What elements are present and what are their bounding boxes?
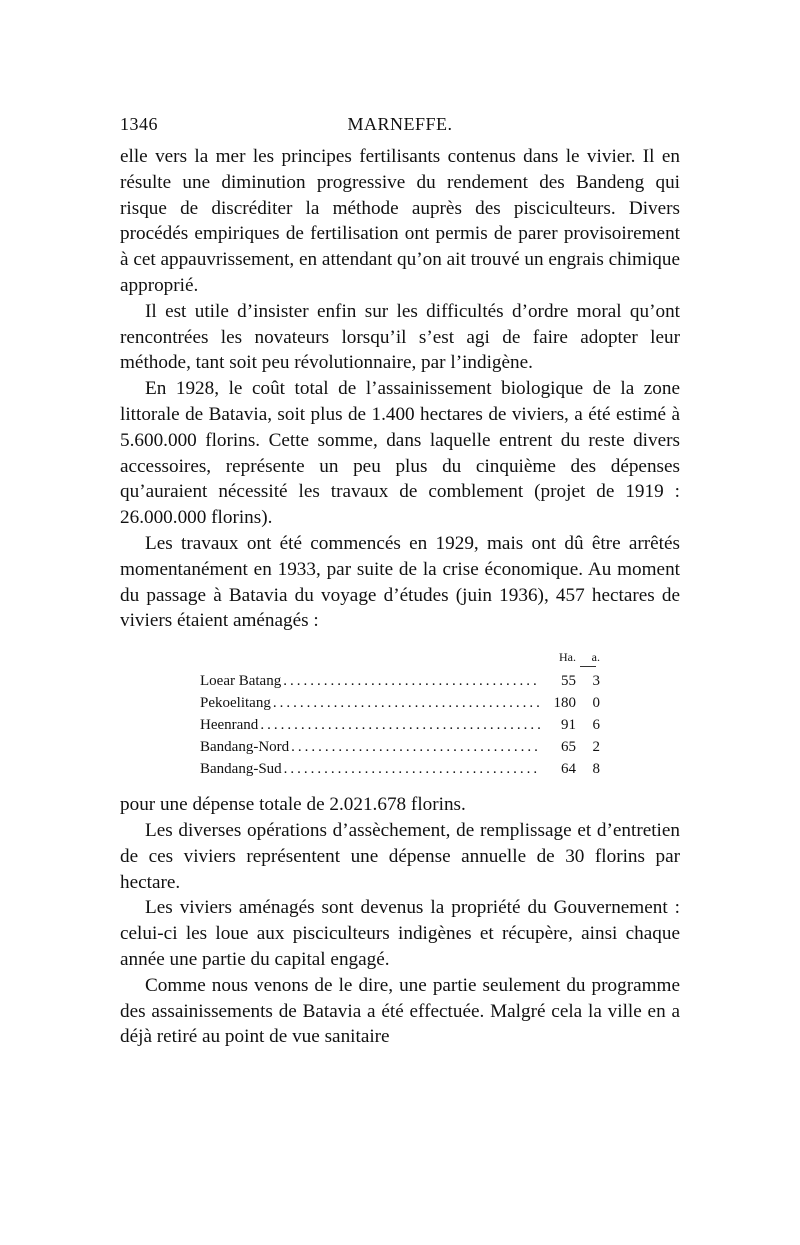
running-header [120, 114, 680, 144]
paragraph: Comme nous venons de le dire, une partie seulement du programme des assainissements de Batavia a été effectuée. Malgré cela la ville en a déjà retiré au point de vue sanitaire [120, 974, 680, 1048]
leader-dots [284, 758, 540, 780]
row-ha: 64 [561, 761, 576, 778]
row-ha: 91 [561, 717, 576, 734]
row-name: Heenrand [200, 717, 259, 734]
leader-dots [260, 714, 540, 736]
row-ha: 180 [553, 695, 576, 712]
page-number: 1346 [120, 114, 158, 134]
row-name: Pekoelitang [200, 695, 271, 712]
col-a-header: a. [591, 650, 600, 665]
leader-dots [291, 736, 540, 758]
row-a: 6 [592, 717, 600, 734]
leader-dots [283, 670, 540, 692]
row-name: Bandang-Nord [200, 739, 290, 756]
table-row [200, 758, 600, 780]
table-row [200, 714, 600, 736]
paragraph: Les travaux ont été commencés en 1929, mais ont dû être arrêtés momentanément en 1933, par suite de la crise économique. Au moment du passage à Batavia du voyage d’études (juin 1936), 457 hectares de viviers étaient aménagés : [120, 532, 680, 632]
leader-dots [273, 692, 540, 714]
paragraph: Les viviers aménagés sont devenus la propriété du Gouvernement : celui-ci les loue aux pisciculteurs indigènes et récupère, ainsi chaque année une partie du capital engagé. [120, 897, 680, 970]
row-a: 8 [592, 761, 600, 778]
row-name: Bandang-Sud [200, 761, 282, 778]
paragraph-after-table: pour une dépense totale de 2.021.678 florins. [120, 794, 466, 816]
viviers-table [200, 648, 600, 780]
paragraph: En 1928, le coût total de l’assainissement biologique de la zone littorale de Batavia, soit plus de 1.400 hectares de viviers, a été estimé à 5.600.000 florins. Cette somme, dans laquelle entrent du reste divers accessoires, représente un peu plus du cinquième des dépenses qu’auraient nécessité les travaux de comblement (projet de 1919 : 26.000.000 florins). [120, 378, 680, 529]
row-name: Loear Batang [200, 673, 282, 690]
page [120, 114, 680, 1050]
row-a: 3 [592, 673, 600, 690]
body-text [120, 144, 680, 1050]
paragraph: Les diverses opérations d’assèchement, de remplissage et d’entretien de ces viviers représentent une dépense annuelle de 30 florins par hectare. [120, 819, 680, 893]
row-ha: 55 [561, 673, 576, 690]
table-header [200, 648, 600, 666]
table-row [200, 692, 600, 714]
paragraph: Il est utile d’insister enfin sur les difficultés d’ordre moral qu’ont rencontrées les novateurs lorsqu’il s’est agi de faire adopter leur méthode, tant soit peu révolutionnaire, par l’indigène. [120, 300, 680, 374]
running-title: MARNEFFE. [347, 114, 453, 134]
row-a: 0 [592, 695, 600, 712]
table-row [200, 670, 600, 692]
col-ha-header: Ha. [559, 650, 576, 665]
row-ha: 65 [561, 739, 576, 756]
paragraph-continued: elle vers la mer les principes fertilisants contenus dans le vivier. Il en résulte une diminution progressive du rendement des Bandeng qui risque de discréditer la méthode auprès des pisciculteurs. Divers procédés empiriques de fertilisation ont permis de parer provisoirement à cet appauvrissement, en attendant qu’on ait trouvé un engrais chimique approprié. [120, 146, 680, 296]
row-a: 2 [592, 739, 600, 756]
table-row [200, 736, 600, 758]
